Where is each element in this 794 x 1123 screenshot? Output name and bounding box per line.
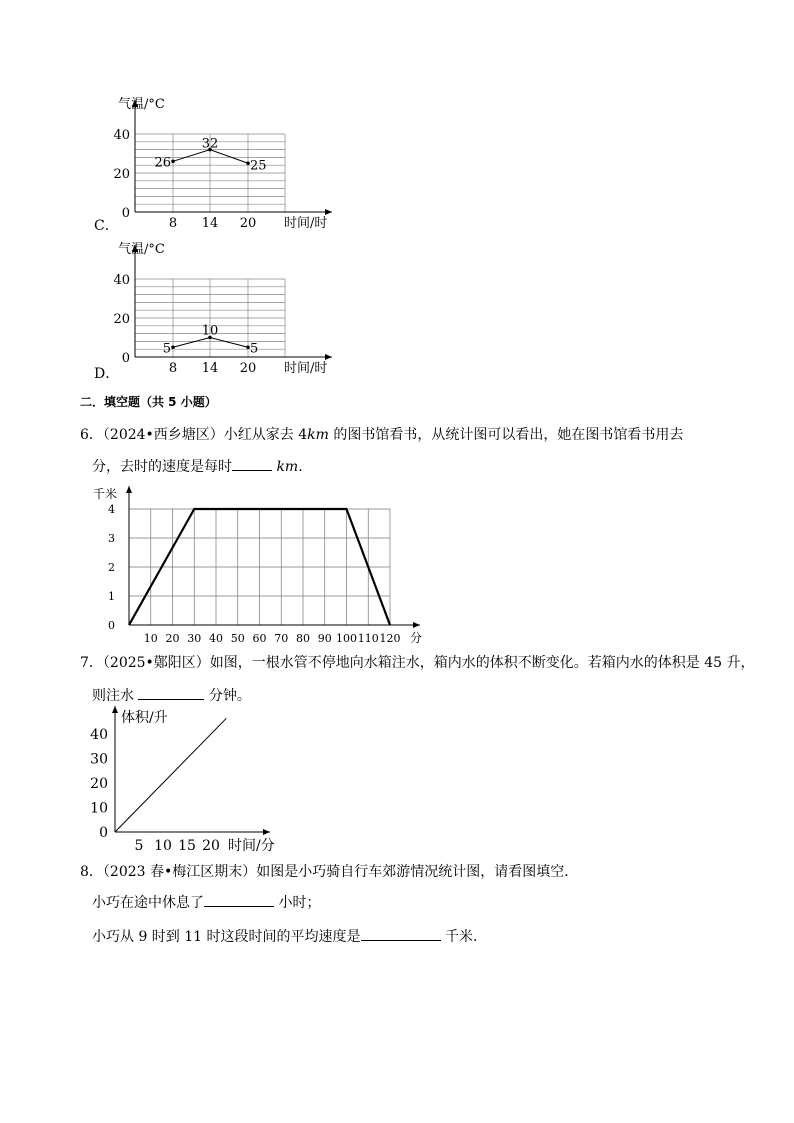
q8-text-d: 千米． <box>440 929 487 945</box>
x-axis-label: 时间/时 <box>284 216 328 231</box>
y-tick-label: 40 <box>113 273 130 288</box>
option-c-label: C． <box>94 218 119 234</box>
q6-unit: km <box>307 427 329 443</box>
x-tick-label: 20 <box>239 361 257 376</box>
x-axis-arrow <box>263 829 270 835</box>
x-tick-label: 8 <box>168 361 178 376</box>
q8-text-a: 小巧在途中休息了 <box>92 895 204 911</box>
q6-text-c: 分，去时的速度是每时 <box>92 459 232 475</box>
y-axis-arrow <box>126 486 132 493</box>
y-tick-label: 20 <box>90 776 108 792</box>
x-tick-label: 30 <box>187 632 202 645</box>
x-tick-label: 14 <box>201 361 219 376</box>
q6-end: . <box>298 459 303 475</box>
x-tick-label: 10 <box>154 838 172 854</box>
section-title: 二．填空题（共 5 小题） <box>80 395 217 409</box>
temperature-line <box>173 150 248 164</box>
y-tick-label: 4 <box>108 503 115 516</box>
x-tick-label: 120 <box>379 632 401 645</box>
q6-line1 <box>80 424 683 444</box>
temperature-chart-c <box>100 95 350 235</box>
q7-line1: 7．（2025•鄚阳区）如图，一根水管不停地向水箱注水，箱内水的体积不断变化。若箱内水的体积是 45 升， <box>80 655 755 671</box>
y-tick-label: 30 <box>90 751 108 768</box>
y-tick-label: 10 <box>90 800 108 817</box>
q8-line2 <box>92 892 320 912</box>
x-axis-arrow <box>325 209 332 215</box>
q8-text-c: 小巧从 9 时到 11 时这段时间的平均速度是 <box>92 929 361 945</box>
q6-answer-blank[interactable] <box>232 458 272 471</box>
x-tick-label: 10 <box>143 632 158 645</box>
q6-unit-2: km <box>276 459 299 475</box>
x-tick-label: 15 <box>178 838 196 854</box>
x-tick-label: 100 <box>336 632 357 645</box>
y-axis-label: 体积/升 <box>121 710 168 726</box>
y-tick-label: 40 <box>90 727 108 743</box>
q6-text-b: 的图书馆看书，从统计图可以看出，她在图书馆看书用去 <box>328 427 684 443</box>
q7-answer-blank[interactable] <box>138 687 204 700</box>
x-axis-arrow <box>325 354 332 360</box>
x-axis-label: 时间/分 <box>228 838 275 854</box>
x-tick-label: 8 <box>168 216 178 231</box>
q8-line3 <box>92 926 487 946</box>
y-tick-label: 0 <box>121 206 130 221</box>
y-axis-label: 气温/°C <box>118 97 165 112</box>
y-axis-arrow <box>112 706 118 713</box>
volume-time-chart <box>88 702 288 858</box>
temperature-chart-d <box>100 240 350 380</box>
x-tick-label: 40 <box>209 632 223 645</box>
x-tick-label: 20 <box>202 838 220 854</box>
volume-line <box>115 718 226 832</box>
x-tick-label: 60 <box>252 632 267 645</box>
x-axis-label: 时间/时 <box>284 361 328 376</box>
q6-line2 <box>92 456 303 476</box>
x-tick-label: 90 <box>317 632 332 645</box>
x-tick-label: 50 <box>230 632 245 645</box>
y-tick-label: 20 <box>113 312 130 327</box>
y-tick-label: 0 <box>121 351 130 366</box>
data-label: 26 <box>154 155 171 171</box>
y-tick-label: 1 <box>108 590 115 603</box>
data-label: 32 <box>201 136 219 152</box>
x-tick-label: 110 <box>357 632 379 645</box>
x-tick-label: 20 <box>165 632 180 645</box>
option-d-label: D． <box>94 366 120 382</box>
q6-text-a: 6．（2024•西乡塘区）小红从家去 4 <box>80 427 308 443</box>
data-point <box>171 160 175 164</box>
y-tick-label: 0 <box>99 825 108 841</box>
q7-text-a: 则注水 <box>92 688 139 704</box>
data-label: 5 <box>250 341 259 357</box>
data-label: 5 <box>162 341 171 357</box>
y-tick-label: 0 <box>108 619 115 632</box>
x-tick-label: 14 <box>201 216 219 231</box>
y-tick-label: 2 <box>108 561 115 574</box>
q8-line1: 8．（2023 春•梅江区期末）如图是小巧骑自行车郊游情况统计图，请看图填空． <box>80 864 579 880</box>
x-tick-label: 5 <box>134 838 144 854</box>
x-tick-label: 20 <box>239 216 257 231</box>
y-tick-label: 20 <box>113 167 130 182</box>
q8-answer-blank-2[interactable] <box>361 928 441 941</box>
distance-time-chart <box>90 482 430 648</box>
y-tick-label: 3 <box>108 532 115 545</box>
q7-text-b: 分钟。 <box>204 688 251 704</box>
q8-text-b: 小时； <box>274 895 321 911</box>
y-axis-label: 千米 <box>93 487 118 501</box>
x-axis-arrow <box>413 622 420 628</box>
x-tick-label: 80 <box>296 632 310 645</box>
y-tick-label: 40 <box>113 128 130 143</box>
data-label: 10 <box>201 323 219 339</box>
q8-answer-blank-1[interactable] <box>204 894 274 907</box>
x-tick-label: 70 <box>274 632 289 645</box>
x-axis-label: 分 <box>410 631 423 645</box>
data-label: 25 <box>250 158 267 174</box>
y-axis-label: 气温/°C <box>118 242 165 257</box>
data-point <box>171 345 175 349</box>
